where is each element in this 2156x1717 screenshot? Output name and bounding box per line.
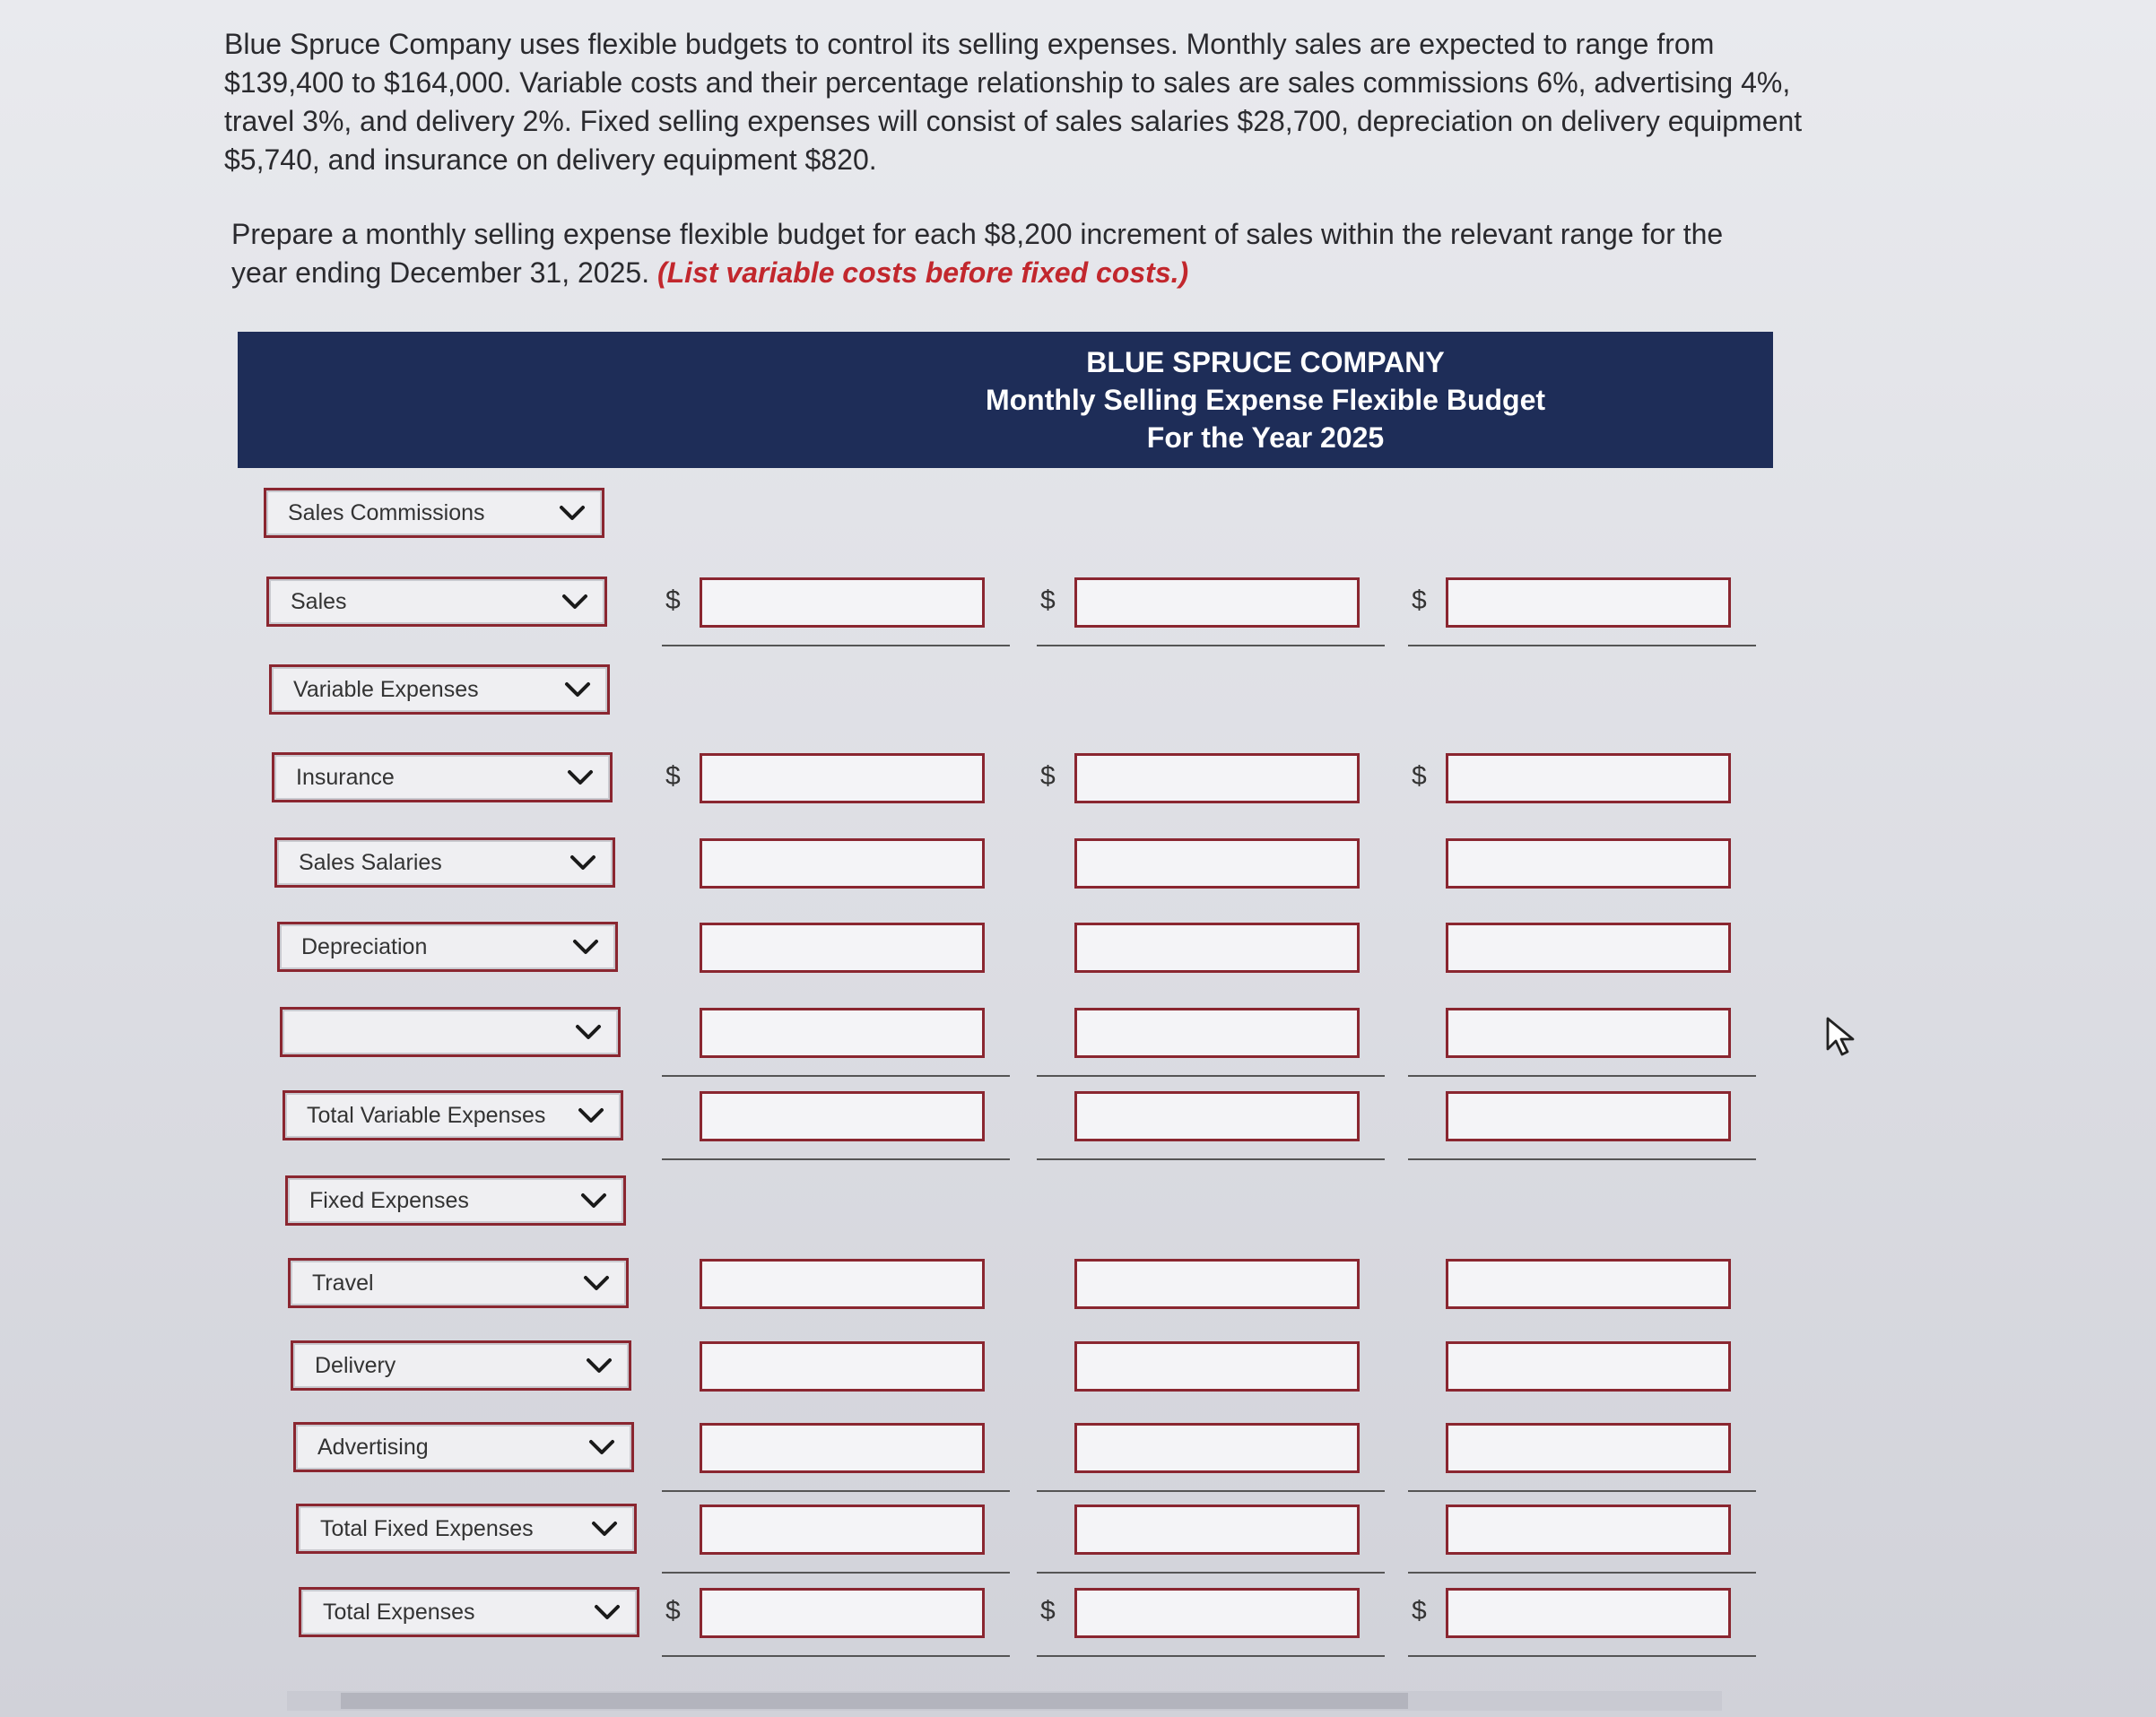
chevron-down-icon <box>594 1603 621 1621</box>
total-underline <box>662 1655 1010 1657</box>
dollar-sign: $ <box>1040 585 1056 615</box>
row-select-fixed-expenses[interactable] <box>285 1175 626 1226</box>
amount-input-total-expenses-col2[interactable] <box>1074 1588 1360 1638</box>
amount-input-sales-salaries-col3[interactable] <box>1446 838 1731 889</box>
chevron-down-icon <box>586 1357 613 1374</box>
amount-input-sales-col2[interactable] <box>1074 577 1360 628</box>
chevron-down-icon <box>559 504 586 522</box>
chevron-down-icon <box>583 1274 610 1292</box>
total-underline <box>1037 1158 1385 1160</box>
chevron-down-icon <box>561 593 588 611</box>
row-select-advertising[interactable] <box>293 1422 634 1472</box>
row-select-delivery[interactable] <box>291 1340 631 1391</box>
dollar-sign: $ <box>1040 761 1056 791</box>
chevron-down-icon <box>591 1520 618 1538</box>
row-select-label: Delivery <box>315 1352 396 1378</box>
row-select-total-variable-expenses[interactable] <box>283 1090 623 1140</box>
amount-input-insurance-col1[interactable] <box>700 753 985 803</box>
row-select-label: Total Variable Expenses <box>307 1102 546 1128</box>
amount-input-insurance-col3[interactable] <box>1446 753 1731 803</box>
chevron-down-icon <box>572 938 599 956</box>
row-select-label: Total Fixed Expenses <box>320 1515 534 1541</box>
amount-input-advertising-col3[interactable] <box>1446 1423 1731 1473</box>
total-underline <box>662 645 1010 646</box>
row-select-blank[interactable] <box>280 1007 621 1057</box>
amount-input-sales-col3[interactable] <box>1446 577 1731 628</box>
chevron-down-icon <box>575 1023 602 1041</box>
total-underline <box>1037 645 1385 646</box>
row-select-depreciation[interactable] <box>277 922 618 972</box>
scrollbar-thumb[interactable] <box>341 1693 1408 1709</box>
row-select-label: Total Expenses <box>323 1599 475 1625</box>
amount-input-blank-col1[interactable] <box>700 1008 985 1058</box>
instruction-main: Prepare a monthly selling expense flexible budget for each $8,200 increment of sales within the relevant range for the year ending December 31, 2025. <box>231 218 1724 289</box>
total-underline <box>1408 645 1756 646</box>
row-select-label: Insurance <box>296 764 395 790</box>
mouse-pointer-icon <box>1826 1017 1858 1056</box>
amount-input-total-variable-expenses-col3[interactable] <box>1446 1091 1731 1141</box>
company-name: BLUE SPRUCE COMPANY <box>1086 346 1445 378</box>
amount-input-travel-col1[interactable] <box>700 1259 985 1309</box>
budget-title: Monthly Selling Expense Flexible Budget <box>985 384 1546 416</box>
amount-input-advertising-col1[interactable] <box>700 1423 985 1473</box>
row-select-label: Sales Commissions <box>288 499 485 525</box>
amount-input-total-variable-expenses-col1[interactable] <box>700 1091 985 1141</box>
row-select-insurance[interactable] <box>272 752 613 802</box>
total-underline <box>1408 1572 1756 1574</box>
amount-input-advertising-col2[interactable] <box>1074 1423 1360 1473</box>
total-underline <box>1408 1490 1756 1492</box>
total-underline <box>662 1572 1010 1574</box>
instruction-text <box>231 215 1774 292</box>
total-underline <box>1037 1572 1385 1574</box>
row-select-sales-salaries[interactable] <box>274 837 615 888</box>
row-select-sales[interactable] <box>266 577 607 627</box>
row-select-label: Depreciation <box>301 933 428 959</box>
row-select-label: Travel <box>312 1270 374 1296</box>
amount-input-sales-col1[interactable] <box>700 577 985 628</box>
row-select-label: Sales <box>291 588 347 614</box>
chevron-down-icon <box>564 681 591 698</box>
total-underline <box>662 1158 1010 1160</box>
row-select-travel[interactable] <box>288 1258 629 1308</box>
amount-input-total-expenses-col3[interactable] <box>1446 1588 1731 1638</box>
amount-input-travel-col3[interactable] <box>1446 1259 1731 1309</box>
chevron-down-icon <box>567 768 594 786</box>
amount-input-blank-col3[interactable] <box>1446 1008 1731 1058</box>
dollar-sign: $ <box>1040 1596 1056 1626</box>
row-select-variable-expenses[interactable] <box>269 664 610 715</box>
instruction-note: (List variable costs before fixed costs.) <box>656 256 1189 289</box>
amount-input-total-fixed-expenses-col1[interactable] <box>700 1505 985 1555</box>
amount-input-delivery-col1[interactable] <box>700 1341 985 1392</box>
chevron-down-icon <box>580 1192 607 1210</box>
total-underline <box>1037 1490 1385 1492</box>
dollar-sign: $ <box>1412 761 1427 791</box>
amount-input-total-fixed-expenses-col2[interactable] <box>1074 1505 1360 1555</box>
amount-input-sales-salaries-col2[interactable] <box>1074 838 1360 889</box>
row-select-label: Variable Expenses <box>293 676 479 702</box>
row-select-total-expenses[interactable] <box>299 1587 639 1637</box>
total-underline <box>1037 1655 1385 1657</box>
total-underline <box>1408 1075 1756 1077</box>
budget-period: For the Year 2025 <box>1146 421 1385 454</box>
amount-input-travel-col2[interactable] <box>1074 1259 1360 1309</box>
amount-input-depreciation-col3[interactable] <box>1446 923 1731 973</box>
amount-input-depreciation-col1[interactable] <box>700 923 985 973</box>
dollar-sign: $ <box>665 585 681 615</box>
total-underline <box>662 1075 1010 1077</box>
amount-input-total-variable-expenses-col2[interactable] <box>1074 1091 1360 1141</box>
amount-input-sales-salaries-col1[interactable] <box>700 838 985 889</box>
chevron-down-icon <box>569 854 596 872</box>
amount-input-blank-col2[interactable] <box>1074 1008 1360 1058</box>
total-underline <box>662 1490 1010 1492</box>
chevron-down-icon <box>578 1106 604 1124</box>
dollar-sign: $ <box>1412 585 1427 615</box>
amount-input-insurance-col2[interactable] <box>1074 753 1360 803</box>
amount-input-total-expenses-col1[interactable] <box>700 1588 985 1638</box>
dollar-sign: $ <box>665 1596 681 1626</box>
amount-input-total-fixed-expenses-col3[interactable] <box>1446 1505 1731 1555</box>
amount-input-depreciation-col2[interactable] <box>1074 923 1360 973</box>
dollar-sign: $ <box>1412 1596 1427 1626</box>
row-select-label: Sales Salaries <box>299 849 442 875</box>
problem-text: Blue Spruce Company uses flexible budgets to control its selling expenses. Monthly sales are expected to range from $139,400 to $164,000. Variable costs and their percentage relationship to sales are sales commissions 6%, advertising 4%, travel 3%, and delivery 2%. Fixed selling expenses will consist of sales salaries $28,700, depreciation on delivery equipment $5,740, and insurance on delivery equipment $820. <box>224 28 1803 176</box>
budget-header <box>238 332 1773 468</box>
row-select-sales-commissions[interactable] <box>264 488 604 538</box>
row-select-label: Advertising <box>317 1434 429 1460</box>
amount-input-delivery-col2[interactable] <box>1074 1341 1360 1392</box>
total-underline <box>1408 1158 1756 1160</box>
row-select-label: Fixed Expenses <box>309 1187 469 1213</box>
amount-input-delivery-col3[interactable] <box>1446 1341 1731 1392</box>
total-underline <box>1037 1075 1385 1077</box>
total-underline <box>1408 1655 1756 1657</box>
row-select-total-fixed-expenses[interactable] <box>296 1504 637 1554</box>
chevron-down-icon <box>588 1438 615 1456</box>
dollar-sign: $ <box>665 761 681 791</box>
